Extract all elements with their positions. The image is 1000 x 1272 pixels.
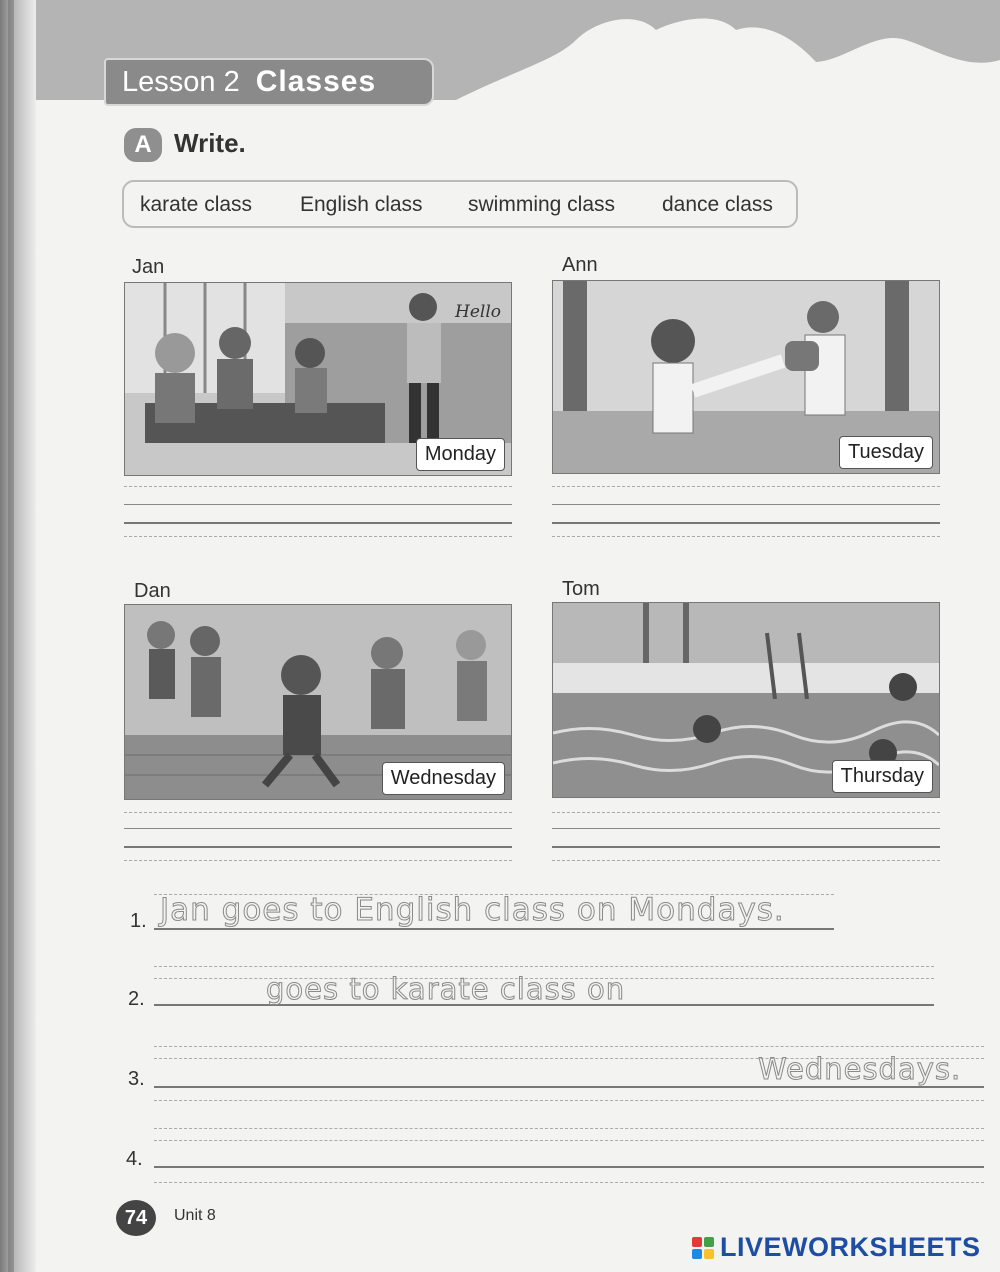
writing-line-guide xyxy=(154,1140,984,1141)
trace-sentence: goes to karate class on xyxy=(266,972,626,1006)
lesson-title: Classes xyxy=(255,65,377,98)
writing-line-mid xyxy=(124,828,512,829)
word-bank xyxy=(122,180,798,228)
book-spine-shadow xyxy=(0,0,36,1272)
word-bank-item: English class xyxy=(300,193,423,216)
writing-line-base xyxy=(124,522,512,524)
page-number: 74 xyxy=(116,1200,156,1236)
writing-line-guide xyxy=(552,860,940,861)
logo-tile xyxy=(692,1249,702,1259)
writing-line-guide xyxy=(552,812,940,813)
picture-name: Ann xyxy=(562,254,598,276)
classroom-picture xyxy=(124,282,512,476)
word-bank-item: swimming class xyxy=(468,193,616,216)
writing-line-guide xyxy=(124,812,512,813)
sentence-number: 4. xyxy=(126,1148,143,1170)
writing-line-base xyxy=(552,522,940,524)
karate-picture xyxy=(552,280,940,474)
writing-line-base xyxy=(124,846,512,848)
writing-line-guide xyxy=(552,536,940,537)
dance-picture xyxy=(124,604,512,800)
writing-line-mid xyxy=(552,828,940,829)
writing-line-guide xyxy=(124,536,512,537)
speech-hello: Hello xyxy=(455,302,501,322)
writing-line-guide xyxy=(124,486,512,487)
picture-name: Dan xyxy=(134,580,171,602)
liveworksheets-logo-icon xyxy=(692,1237,714,1259)
writing-line-base xyxy=(552,846,940,848)
writing-line-mid xyxy=(124,504,512,505)
brand-name: LIVEWORKSHEETS xyxy=(720,1232,981,1262)
writing-line-base xyxy=(154,928,834,930)
logo-tile xyxy=(704,1237,714,1247)
sentence-number: 1. xyxy=(130,910,147,932)
trace-sentence: Wednesdays. xyxy=(758,1052,962,1086)
sentence-number: 2. xyxy=(128,988,145,1010)
writing-line-mid xyxy=(552,504,940,505)
word-bank-item: karate class xyxy=(140,193,253,216)
writing-line-base xyxy=(154,1166,984,1168)
writing-line-guide xyxy=(154,966,934,967)
picture-name: Tom xyxy=(562,578,600,600)
writing-line-base xyxy=(154,1086,984,1088)
sentence-number: 3. xyxy=(128,1068,145,1090)
logo-tile xyxy=(692,1237,702,1247)
lesson-header xyxy=(104,58,434,106)
writing-line-guide xyxy=(154,1100,984,1101)
book-spine-edge xyxy=(8,0,14,1272)
liveworksheets-brand[interactable] xyxy=(692,1232,981,1263)
day-label: Thursday xyxy=(832,760,933,793)
writing-line-guide xyxy=(154,1182,984,1183)
day-label: Wednesday xyxy=(382,762,505,795)
day-label: Monday xyxy=(416,438,505,471)
day-label: Tuesday xyxy=(839,436,933,469)
section-instruction: Write. xyxy=(174,128,246,158)
trace-sentence: Jan goes to English class on Mondays. xyxy=(160,892,785,928)
writing-line-guide xyxy=(552,486,940,487)
picture-name: Jan xyxy=(132,256,165,278)
lesson-number: Lesson 2 xyxy=(122,65,240,98)
writing-line-guide xyxy=(154,1128,984,1129)
logo-tile xyxy=(704,1249,714,1259)
writing-line-guide xyxy=(124,860,512,861)
writing-line-guide xyxy=(154,1046,984,1047)
section-badge: A xyxy=(124,128,162,162)
word-bank-item: dance class xyxy=(662,193,773,216)
swimming-picture xyxy=(552,602,940,798)
unit-label: Unit 8 xyxy=(174,1207,216,1224)
